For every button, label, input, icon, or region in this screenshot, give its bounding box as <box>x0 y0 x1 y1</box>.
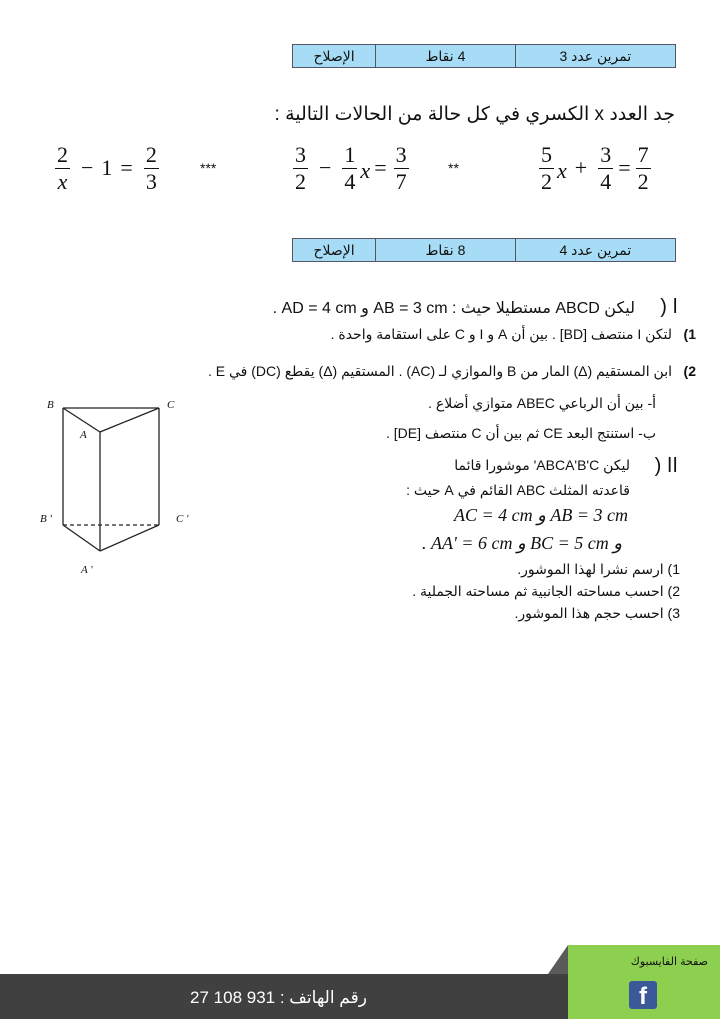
part1-question-2: ابن المستقيم (Δ) المار من B والموازي لـ (AC) . المستقيم (Δ) يقطع (DC) في E . <box>207 363 672 379</box>
edge-ac <box>100 408 159 432</box>
operator: − <box>81 155 94 180</box>
denominator: 7 <box>395 168 407 194</box>
denominator: x <box>57 168 68 194</box>
operator: − <box>319 155 332 180</box>
numerator: 3 <box>395 141 407 167</box>
phone-number: رقم الهاتف : 931 108 27 <box>190 988 367 1007</box>
numerator: 3 <box>600 141 612 167</box>
correction-cell: الإصلاح <box>313 241 355 258</box>
points-cell: 4 نقاط <box>375 45 515 67</box>
vertex-label: A ' <box>81 564 93 576</box>
part2-question-1: 1) ارسم نشرا لهذا الموشور. <box>517 561 680 577</box>
denominator: 4 <box>600 168 612 194</box>
separator: ** <box>448 160 459 176</box>
denominator: 2 <box>637 168 649 194</box>
q1-number: 1) <box>683 326 696 342</box>
q2-number: 2) <box>683 363 696 379</box>
vertex-label: A <box>80 429 87 441</box>
variable: x <box>557 158 567 183</box>
part1-intro: ليكن ABCD مستطيلا حيث : AB = 3 cm و AD = 4 cm . <box>272 300 635 317</box>
part-marker: ا ( <box>660 296 678 318</box>
equals: = <box>374 155 387 180</box>
points-cell: 8 نقاط <box>375 239 515 261</box>
numerator: 1 <box>344 141 356 167</box>
edge-a-c-prime <box>100 525 159 551</box>
facebook-icon[interactable]: f <box>629 981 657 1009</box>
equals: = <box>618 155 631 180</box>
part2-intro: ليكن ABCA'B'C' موشورا قائما <box>454 457 630 473</box>
numerator: 2 <box>145 141 157 167</box>
part1-question-2a: أ- بين أن الرباعي ABEC متوازي أضلاع . <box>428 395 656 411</box>
part2-question-3: 3) احسب حجم هذا الموشور. <box>514 605 680 621</box>
numerator: 3 <box>295 141 306 167</box>
part1-question-2b: ب- استنتج البعد CE ثم بين أن C منتصف [DE] . <box>385 425 656 441</box>
numerator: 5 <box>541 141 552 167</box>
vertex-label: C <box>167 399 175 411</box>
vertex-label: C ' <box>176 513 189 525</box>
exercise3-instruction: جد العدد x الكسري في كل حالة من الحالات التالية : <box>274 104 675 125</box>
vertex-label: B ' <box>40 513 52 525</box>
facebook-box[interactable] <box>568 945 720 1019</box>
facebook-label: صفحة الفايسبوك <box>630 956 708 968</box>
vertex-label: B <box>47 399 54 411</box>
denominator: 3 <box>145 168 157 194</box>
correction-cell: الإصلاح <box>313 47 355 64</box>
denominator: 4 <box>344 168 356 194</box>
exercise-title-cell: تمرين عدد 4 <box>515 239 675 261</box>
exercise-title-cell: تمرين عدد 3 <box>515 45 675 67</box>
footer-decoration <box>548 945 568 974</box>
variable: x <box>360 158 371 183</box>
numerator: 2 <box>57 141 68 167</box>
part1-question-1: لتكن I منتصف [BD] . بين أن A و I و C على استقامة واحدة . <box>330 326 672 342</box>
constant: 1 <box>101 155 113 180</box>
denominator: 2 <box>295 168 306 194</box>
equals: = <box>120 155 133 180</box>
part2-dims-2: و BC = 5 cm و AA' = 6 cm . <box>421 533 622 553</box>
denominator: 2 <box>541 168 552 194</box>
numerator: 7 <box>637 141 649 167</box>
edge-b-a-prime <box>63 525 100 551</box>
part2-dims-1: AB = 3 cm و AC = 4 cm <box>454 505 628 525</box>
part2-question-2: 2) احسب مساحته الجانبية ثم مساحته الجملية . <box>412 583 680 599</box>
part2-base: قاعدته المثلث ABC القائم في A حيث : <box>406 482 630 498</box>
part-marker: اا ( <box>654 455 678 477</box>
operator: + <box>574 155 588 180</box>
separator: *** <box>200 160 217 176</box>
